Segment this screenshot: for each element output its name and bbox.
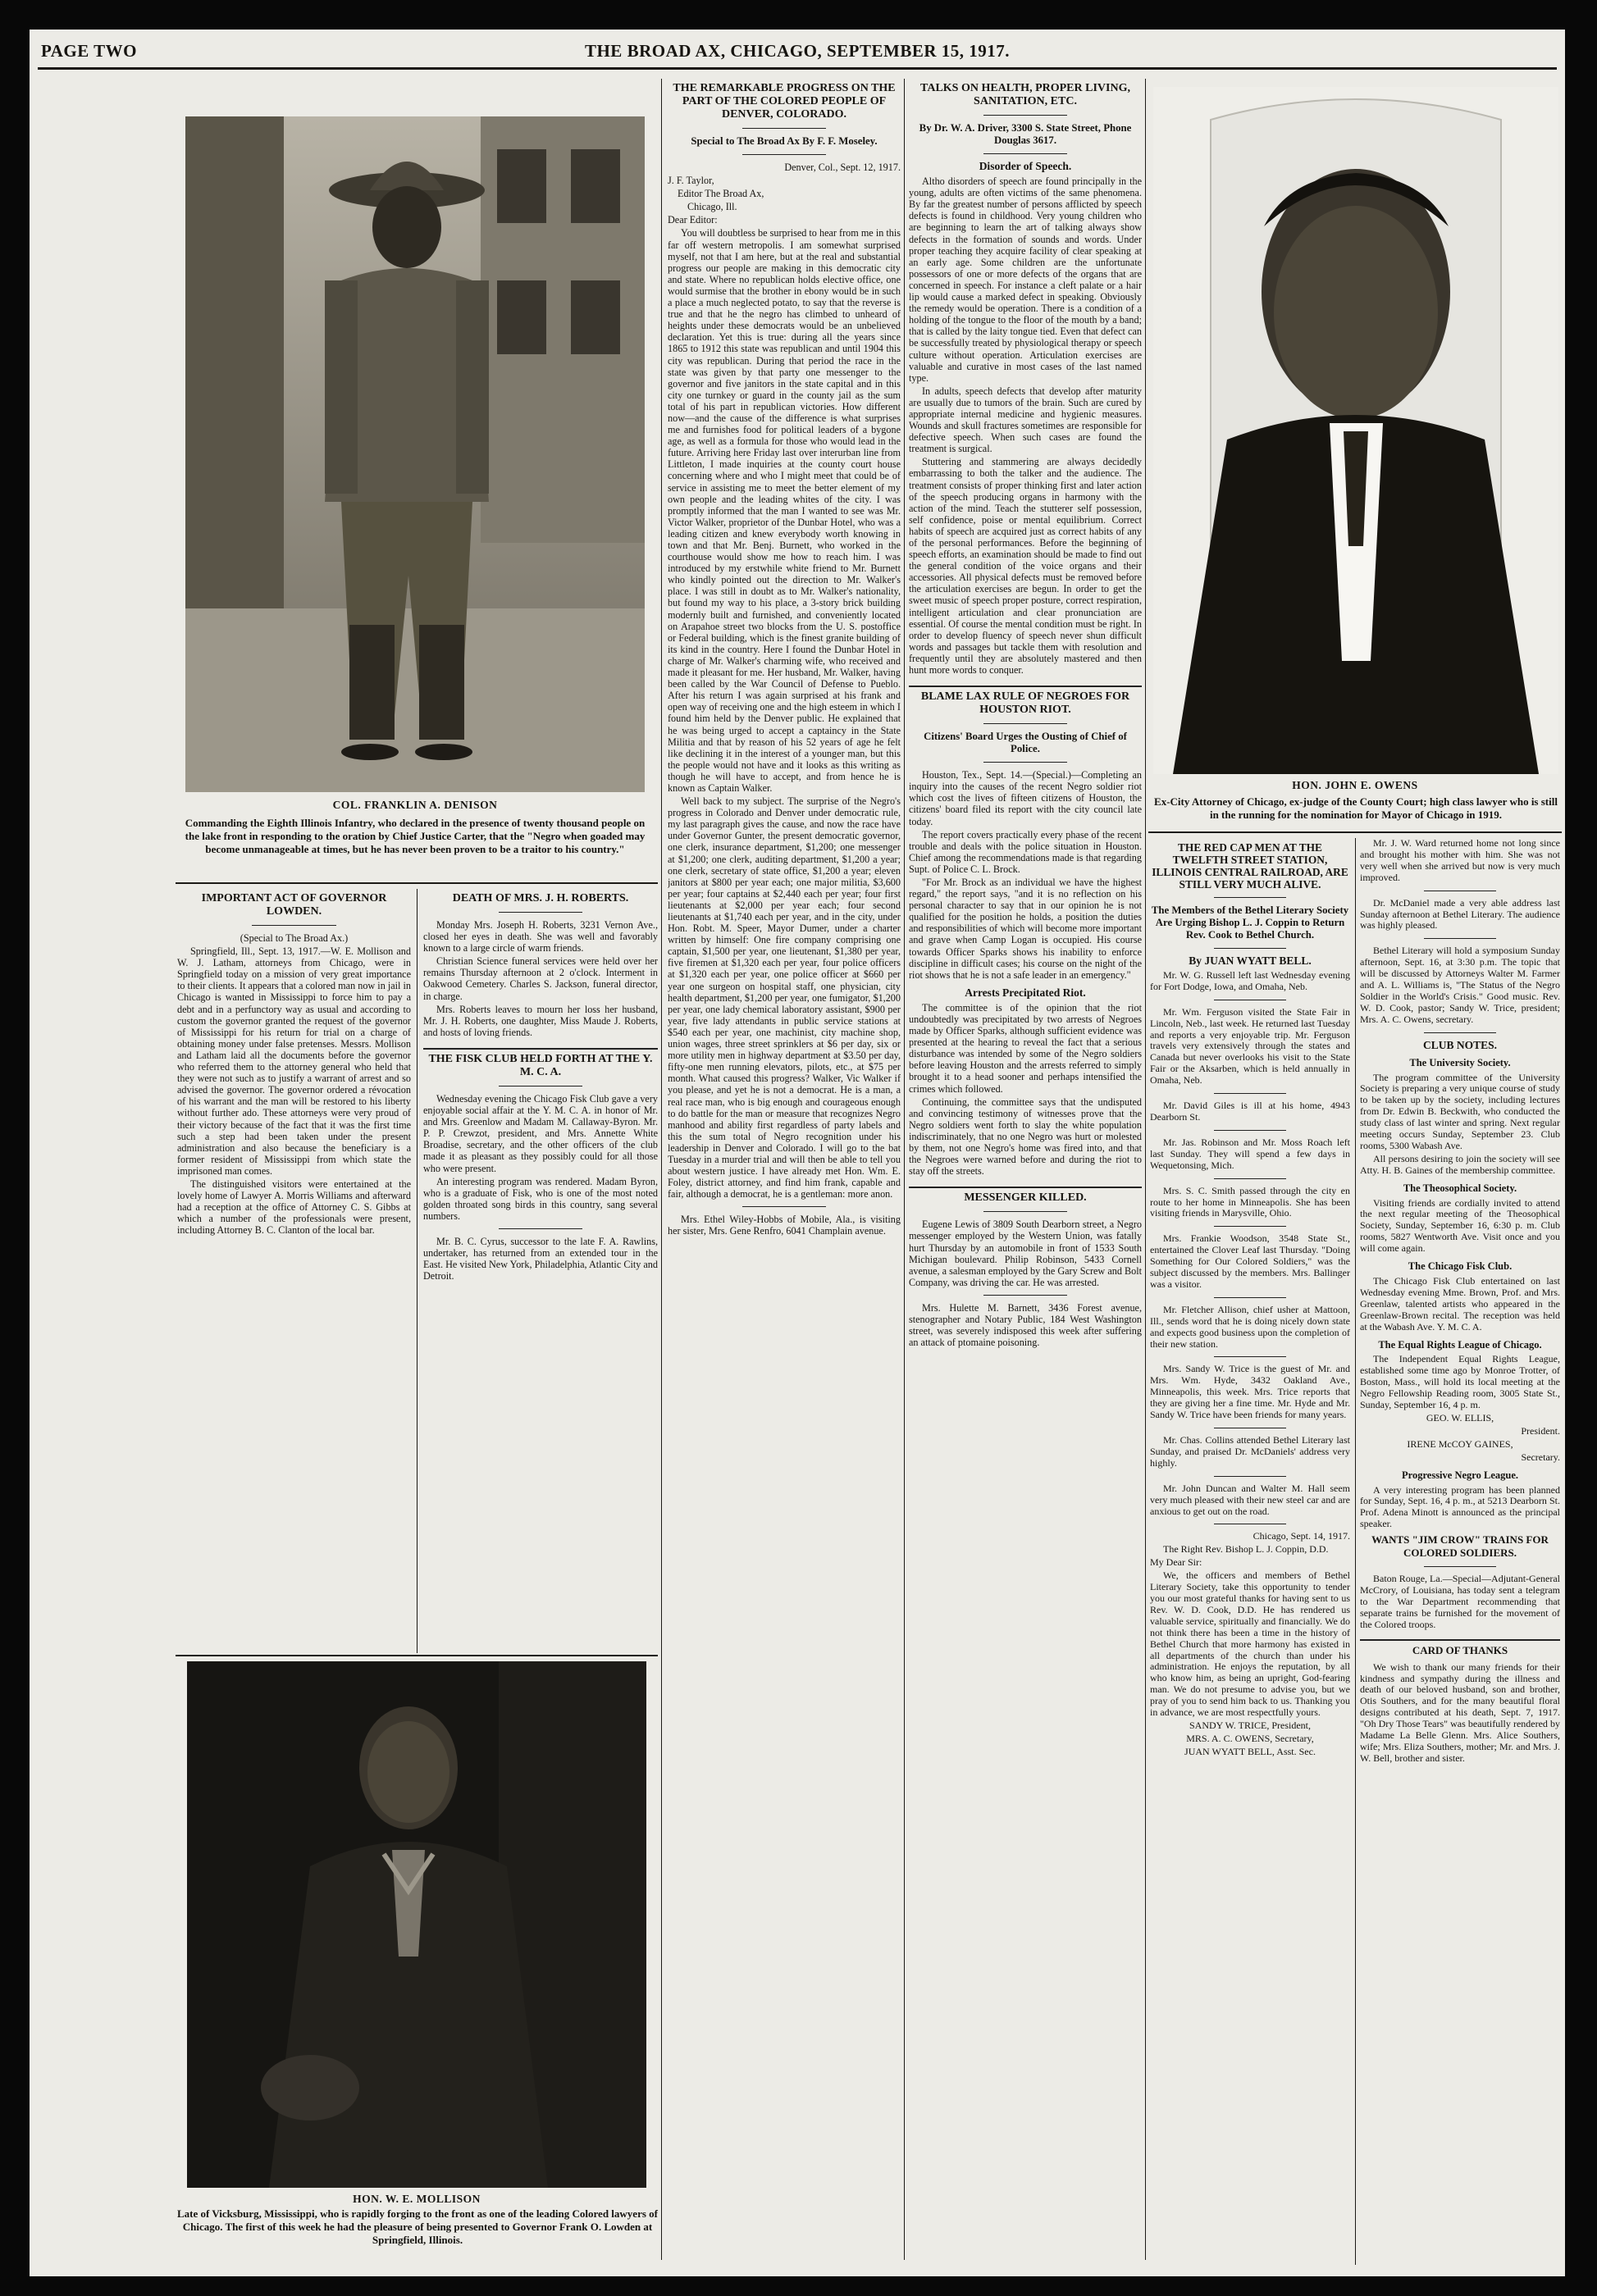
letter-signer: JUAN WYATT BELL, Asst. Sec. [1184, 1745, 1316, 1757]
letter-salutation: My Dear Sir: [1150, 1556, 1202, 1569]
roberts-para: Monday Mrs. Joseph H. Roberts, 3231 Vernon Ave., closed her eyes in death. She was well and favorably known to a large circle of warm friends. [423, 919, 658, 954]
fisk-para: Mr. B. C. Cyrus, successor to the late F. A. Rawlins, undertaker, has returned from an extended tour in the East. He visited New York, Philadelphia, Atlantic City and Detroit. [423, 1235, 658, 1282]
section-rule [1148, 831, 1562, 833]
letter-signer: MRS. A. C. OWENS, Secretary, [1186, 1732, 1314, 1744]
roberts-headline: DEATH OF MRS. J. H. ROBERTS. [452, 892, 629, 904]
denver-address: J. F. Taylor, [668, 175, 714, 187]
denison-name: COL. FRANKLIN A. DENISON [332, 799, 498, 811]
denison-photo [185, 116, 645, 792]
university-title: The University Society. [1409, 1056, 1511, 1068]
denver-article [668, 79, 901, 2273]
messenger-headline: MESSENGER KILLED. [964, 1191, 1087, 1205]
roberts-para: Christian Science funeral services were held over her remains Thursday afternoon at 2 o'clock. Interment in Oakwood Cemetery. Charles S. Jackson, funeral director, in charge. [423, 955, 658, 1002]
card-of-thanks-headline: CARD OF THANKS [1412, 1643, 1508, 1656]
newspaper-page [30, 30, 1565, 2276]
letter-signer: SANDY W. TRICE, President, [1189, 1719, 1311, 1731]
lowden-para: (Special to The Broad Ax.) [240, 932, 349, 944]
equal-rights-title: The Equal Rights League of Chicago. [1378, 1338, 1542, 1351]
owens-name: HON. JOHN E. OWENS [1292, 779, 1418, 791]
houston-para: The committee is of the opinion that the riot undoubtedly was precipitated by two arrests of Negroes made by Officer Sparks, although sufficient evidence was presented at the hearing to reveal the fact that a serious disturbance was intended by some of the Negro soldiers before leaving Houston and the arrests referred to simply brought it to a head sooner and perhaps intensified the crimes which followed. [909, 1001, 1142, 1095]
masthead: THE BROAD AX, CHICAGO, SEPTEMBER 15, 1917. [584, 41, 1011, 61]
fisk-para: Wednesday evening the Chicago Fisk Club gave a very enjoyable social affair at the Y. M. C. A. in honor of Mr. and Mrs. Greenlow and Madam M. Callaway-Byron. Mr. P. P. Crewzot, president, and Mrs. Annette White Broadise, secretary, and the other officers of the club made it as pleasant as they possibly could for all those who were present. [423, 1092, 658, 1174]
houston-para: Houston, Tex., Sept. 14.—(Special.)—Completing an inquiry into the causes of the recent Negro soldier riot which cost the lives of fifteen citizens of Houston, the citizens' board filed its report with the city council late today. [909, 769, 1142, 827]
theosophical-para: Visiting friends are cordially invited to attend the next regular meeting of the Theosophical Society, Sunday, September 16, 6:30 p. m. Club rooms, 5827 Wentworth Ave. Visit once and you will come again. [1360, 1196, 1560, 1255]
jim-crow-para: Baton Rouge, La.—Special—Adjutant-General McCrory, of Louisiana, has today sent a telegram to the War Department recommending that separate trains be furnished for the movement of the Colored troops. [1360, 1573, 1560, 1630]
redcap-headline: THE RED CAP MEN AT THE TWELFTH STREET STATION, ILLINOIS CENTRAL RAILROAD, ARE STILL VERY MUCH ALIVE. [1152, 841, 1348, 891]
progressive-league-title: Progressive Negro League. [1402, 1469, 1518, 1481]
letter-body: We, the officers and members of Bethel Literary Society, take this opportunity to tender you our most grateful thanks for having sent to us Rev. W. D. Cook, D.D. He has rendered us valuable service, spiritually and financially. We do not think there has been a time in the history of Bethel Church that more harmony has existed in all departments of the church than under his administration. He enjoys the reputation, by all who know him, as being an upright, God-fearing man. We do not presume to advise you, but we pray of you to send him back to us. Thanking you in advance, we are most respectfully yours. [1150, 1569, 1350, 1719]
mollison-caption: Late of Vicksburg, Mississippi, who is rapidly forging to the front as one of the leading Colored lawyers of Chicago. The first of this week he had the pleasure of being presented to Governor Frank O. Lowden at Springfield, Illinois. [177, 2207, 658, 2246]
houston-subtitle: Arrests Precipitated Riot. [965, 986, 1086, 999]
bethel-para: Dr. McDaniel made a very able address last Sunday afternoon at Bethel Literary. The audience was highly pleased. [1360, 896, 1560, 932]
jim-crow-headline: WANTS "JIM CROW" TRAINS FOR COLORED SOLDIERS. [1371, 1533, 1549, 1560]
chicago-fisk-title: The Chicago Fisk Club. [1408, 1260, 1513, 1273]
equal-rights-title-label: President. [1521, 1424, 1560, 1437]
letter-date: Chicago, Sept. 14, 1917. [1253, 1530, 1350, 1542]
health-headline: TALKS ON HEALTH, PROPER LIVING, SANITATION, ETC. [920, 82, 1130, 107]
houston-para: Continuing, the committee says that the undisputed and convincing testimony of witnesses prove that the Negro soldiers went forth to slay the white population indiscriminately, that no one Negro was hurt or molested by them, not one Negro's home was fired into, and that the Negroes were warned before and during the riot to stay off the streets. [909, 1096, 1142, 1178]
redcap-item: Mr. Jas. Robinson and Mr. Moss Roach left last Sunday. They will spend a few days in Wequetonsing, Mich. [1150, 1136, 1350, 1171]
owens-photo [1153, 87, 1558, 774]
health-column [909, 79, 1142, 2273]
roberts-para: Mrs. Roberts leaves to mourn her loss her husband, Mr. J. H. Roberts, one daughter, Miss Maude J. Roberts, and hosts of loving friends. [423, 1003, 658, 1038]
column-rule [1145, 79, 1146, 2260]
messenger-para: Mrs. Hulette M. Barnett, 3436 Forest avenue, stenographer and Notary Public, 184 West Washington street, was severely indisposed this week after suffering an attack of ptomaine poisoning. [909, 1301, 1142, 1349]
houston-para: "For Mr. Brock as an individual we have the highest regard," the report says, "and it is no reflection on his personal character to say that in our opinion he is not qualified for the position he holds, a position the duties and responsibilities of which will become more important and grave when Camp Logan is occupied. His course towards Officer Sparks shows his inability to enforce discipline in difficult cases; his course on the night of the riot shows that he is not a safe leader in an emergency." [909, 876, 1142, 981]
university-para: The program committee of the University Society is preparing a very unique course of study to be taken up by the society, including lectures from Dr. Edwin B. Beckwith, who conducted the study class of last winter and spring. Next regular meeting occurs Sunday, September 23. Club rooms, 5300 Wabash Ave. [1360, 1071, 1560, 1151]
equal-rights-signer: GEO. W. ELLIS, [1426, 1411, 1494, 1424]
equal-rights-title-label: Secretary. [1521, 1451, 1560, 1463]
mollison-photo [187, 1661, 646, 2188]
redcap-subhead: The Members of the Bethel Literary Society Are Urging Bishop L. J. Coppin to Return Rev. Cook to Bethel Church. [1151, 904, 1349, 941]
column-rule [661, 79, 662, 2260]
denver-para: Mrs. Ethel Wiley-Hobbs of Mobile, Ala., is visiting her sister, Mrs. Gene Renfro, 6041 Champlain avenue. [668, 1214, 901, 1237]
redcap-column [1150, 838, 1350, 2273]
column-rule [904, 79, 905, 2260]
houston-para: The report covers practically every phase of the recent trouble and deals with the police situation in Houston. Chief among the recommendations made is that regarding Supt. of Police C. L. Brock. [909, 828, 1142, 875]
section-rule [176, 882, 658, 884]
lowden-para: Springfield, Ill., Sept. 13, 1917.—W. E. Mollison and W. J. Latham, attorneys from Chicago, were in Springfield today on a mission of very great importance to their clients. It appears that a colored man now in jail in Chicago is wanted in Mississippi to force him to pay a debt and in a perfunctory way as usual and according to custom the governor granted the request of the governor of Mississippi for his return for trial on a charge of obtaining money under false pretenses. Messrs. Mollison and Latham laid all the documents before the governor who referred them to the attorney general who held that they were not such as to justify a warrant of arrest and so advised the governor. The governor ordered a révocation of his warrant and the man will be restored to his liberty without further ado. These attorneys were very proud of their victory because of the fact that it was the first time such a step had been taken under the present administration and also because the beneficiary is a former resident of Mississippi from which state the imprisoned man comes. [177, 945, 411, 1177]
club-notes-column [1360, 838, 1560, 2273]
equal-rights-signer: IRENE McCOY GAINES, [1407, 1437, 1513, 1450]
redcap-item: Mrs. Sandy W. Trice is the guest of Mr. and Mrs. Wm. Hyde, 3432 Oakland Ave., Minneapolis, this week. Mrs. Trice reports that they are giving her a fine time. Mr. Hyde and Mr. Sandy W. Trice have been friends for many years. [1150, 1363, 1350, 1421]
owens-caption: Ex-City Attorney of Chicago, ex-judge of the County Court; high class lawyer who is still in the running for the nomination for Mayor of Chicago in 1919. [1154, 795, 1558, 821]
theosophical-title: The Theosophical Society. [1403, 1182, 1517, 1194]
chicago-fisk-para: The Chicago Fisk Club entertained on last Wednesday evening Mme. Brown, Prof. and Mrs. Greenlaw, talented artists who appeared in the Greenlaw-Brown recital. The reception was held at the Wabash Ave. Y. M. C. A. [1360, 1275, 1560, 1332]
redcap-item: Mr. Fletcher Allison, chief usher at Mattoon, Ill., sends word that he is doing nicely down state and expects good business upon the completion of their new station. [1150, 1303, 1350, 1350]
denver-para: Well back to my subject. The surprise of the Negro's progress in Colorado and Denver under democratic rule, my last paragraph gives the cause, and now the race have under Governor Gunter, the present democratic governor, one clerk, insurance department, $1,200; one messenger at $1,200; one clerk, auditing department, $1,200 a year; one clerk, secretary of state office, $1,200 a year; eleven janitors at $800 per year each; one major militia, $3,600 per year; four captains at $2,440 each per year; four first lieutenants at $2,000 per year each; four second lieutenants at $1,740 each per year, and in the city, under Hon. Robt. M. Speer, Mayor Dumer, under a charter written by himself: One fire company comprising one captain, $1,500 per year, one lieutenant, $1,380 per year, five firemen at $1,320 each per year, four police officers at $1,320 each per year, one police officer at $660 per year one surgeon on hospital staff, one physician, city health department, $1,200 per year, one fumigator, $1,200 per year, one lady chemical laboratory assistant, $900 per year, five lady attendants in public service stations at $540 each per year, one machinist, city machine shop, union wages, three street sprinklers at $6 per day, six or more utility men in highway department at $3.50 per day, fifty-one men running elevators, pilots, etc., at $75 per month. What caused this progress? Walker, Vic Walker if you please, and yet he is not a democrat. He is a man, a real race man, who is big enough and courageous enough to do battle for the man or measure that recognizes Negro manhood and ability first regardless of party labels and this the sum total of Negro recognition under his leadership in Denver and Colorado. I will go to the bat Tuesday in a murder trial and will then be able to tell you about western justice. I have already met Hon. Wm. E. Foley, district attorney, and find him frank, capable and fair, although a democrat, he is a gentleman: more anon. [668, 795, 901, 1200]
denver-address: Dear Editor: [668, 214, 718, 226]
bethel-para: Mr. J. W. Ward returned home not long since and brought his mother with him. She was not very well when she arrived but now is very much improved. [1360, 838, 1560, 883]
health-para: Stuttering and stammering are always decidedly embarrassing to both the talker and the audience. The treatment consists of proper thinking first and later action of the speech producing organs in harmony with the action of the mind. Teach the stutterer self possession, self confidence, poise or mental equilibrium. Correct habits of speech are acquired just as correct habits of any of the personal performances. Before the beginning of speech efforts, an examination should be made to find out the general condition of the voice organs and their accessories. All physical defects must be removed before the articulation exercises are begun. In order to get the sweet music of speech proper posture, correct respiration, intelligent articulation and clear pronunciation are essential. Of course the mental condition must be right. In order to develop fluency of speech never shun difficult words and passages but tackle them with resolution and frequently until they are absolutely mastered and then hunt more words to conquer. [909, 456, 1142, 676]
progressive-league-para: A very interesting program has been planned for Sunday, Sept. 16, 4 p. m., at 5213 Dearborn St. Prof. Adena Minott is announced as the principal speaker. [1360, 1483, 1560, 1530]
letter-to: The Right Rev. Bishop L. J. Coppin, D.D. [1163, 1543, 1329, 1556]
section-rule [176, 1655, 658, 1656]
column-rule [417, 889, 418, 1653]
club-notes-title: CLUB NOTES. [1422, 1038, 1498, 1051]
denver-address: Editor The Broad Ax, [678, 188, 764, 200]
fisk-para: An interesting program was rendered. Madam Byron, who is a graduate of Fisk, who is one of the most noted golden throated song birds in this country, sang several numbers. [423, 1175, 658, 1222]
column-rule [1355, 838, 1356, 2265]
page-number: PAGE TWO [41, 41, 137, 61]
fisk-headline: THE FISK CLUB HELD FORTH AT THE Y. M. C. A. [428, 1052, 653, 1078]
card-of-thanks-para: We wish to thank our many friends for their kindness and sympathy during the illness and death of our beloved husband, son and brother, Otis Southers, and for the many beautiful floral designs contributed at his death, Sept. 7, 1917. "Oh Dry Those Tears" was beautifully rendered by Madame La Belle Glenn. Mrs. Alice Southers, wife; Mrs. Eliza Southers, mother; Mr. and Mrs. J. W. Bell, brother and sister. [1360, 1660, 1560, 1764]
redcap-item: Mr. David Giles is ill at his home, 4943 Dearborn St. [1150, 1100, 1350, 1123]
denver-dateline: Denver, Col., Sept. 12, 1917. [784, 162, 901, 173]
redcap-item: Mrs. S. C. Smith passed through the city en route to her home in Minneapolis. She has been visiting friends in Marysville, Ohio. [1150, 1184, 1350, 1219]
health-topic: Disorder of Speech. [979, 160, 1072, 172]
denver-para: You will doubtless be surprised to hear from me in this far off western metropolis. I am somewhat surprised myself, not that I am here, but at the real and substantial progress our people are making in this democratic city and state. Where no republican holds elective office, one would surmise that the brother in ebony would be in such a place a much neglected potato, to say that the reverse is true and that he the negro has climbed to unheard of heights under these democrats would be an unbelieved declaration. Yet this is true: during all the years since 1865 to 1912 this state was republican and until 1904 this city was republican. During that period the race in the state was given by that party one messenger to the governor and five janitors in the state capital and in this city one turnkey or guard in the county jail as the sum total of his part in republican victories. How different now—and the cause of the difference is what surprises me and furnishes food for political leaders of a bygone age, as well as a formula for those who would lead in the future. Arriving here Friday last over interurban line from Littleton, I made inquiries at the county court house concerning where and who I might meet that could be of service in assisting me to meet the better element of my own people and the leading whites of the city. I was promptly informed that the man I wanted to see was Mr. Victor Walker, proprietor of the Dunbar Hotel, who was a leading citizen and knew everybody worth knowing in town and that Mr. Benj. Burnett, who worked in the courthouse would show me how to reach him. I was introduced by my erstwhile white friend to Mr. Burnett who kindly pointed out the direction to Mr. Walker's place. I was still in doubt as to Mr. Walker's nationality, but found my way to his place, a 3-story brick building modernly built and furnished, and conveniently located on Arapahoe street two blocks from the U. S. postoffice or Federal building, which is the finest granite building of its kind in the country. Here I found the Dunbar Hotel in charge of Mr. Walker's charming wife, who received and made it pleasant for me. Her husband, Mr. Walker, having been called by the War Council of Defense to Pueblo. After his return I was again surprised at his frank and open way of receiving one and the high esteem in which I found him held by the Denver public. He explained that he was being urged to accept a captaincy in the State Militia and that by reason of his 52 years of age he felt like declining it in the interest of a younger man, but this the people would not have and it looks as this writing as though he will have to accept, and from hence he is known as Captain Walker. [668, 227, 901, 794]
denison-caption: Commanding the Eighth Illinois Infantry, who declared in the presence of twenty thousand people on the lake front in responding to the oration by Chief Justice Carter, that the "Negro when goaded may become unmanageable at times, but he has never been proven to be a traitor to his country." [185, 817, 646, 855]
redcap-item: Mr. Chas. Collins attended Bethel Literary last Sunday, and praised Dr. McDaniels' address very highly. [1150, 1434, 1350, 1469]
lowden-article [177, 889, 411, 1651]
redcap-item: Mrs. Frankie Woodson, 3548 State St., entertained the Clover Leaf last Thursday. "Doing Something for Our Colored Soldiers," was the subject discussed by the members. Mrs. Ballinger was a visitor. [1150, 1232, 1350, 1290]
houston-headline: BLAME LAX RULE OF NEGROES FOR HOUSTON RIOT. [920, 690, 1130, 717]
houston-subhead: Citizens' Board Urges the Ousting of Chief of Police. [924, 731, 1127, 755]
health-para: Altho disorders of speech are found principally in the young, adults are often victims of the same phenomena. By far the greatest number of persons afflicted by speech defects is found in childhood. Very young children who are beginning to learn the art of talking always show defects in the formation of sounds and words. Under proper teaching they acquire facility of clear speaking at an early age. Some children are the unfortunate possessors of one or more defects of the organs that are concerned in speech. For instance a cleft palate or a hair lip would cause a marked defect in speaking. Obviously the remedy would be operation. There is a condition of a holding of the tongue to the floor of the mouth by a band; that is called by the laity tongue tied. Even that defect can be successfully treated by physiological therapy or speech culture without operation. Articulation exercises are valuable and curative in most cases of the last named type. [909, 175, 1142, 384]
bethel-para: Bethel Literary will hold a symposium Sunday afternoon, Sept. 16, at 3:30 p.m. The topic that will be discussed by Attorneys Walter M. Farmer and A. L. Williams is, "The Status of the Negro Soldier in the World's Crisis." Good music. Rev. W. D. Cook, pastor; Sandy W. Trice, president; Mrs. A. C. Owens, secretary. [1360, 945, 1560, 1025]
lowden-headline: IMPORTANT ACT OF GOVERNOR LOWDEN. [201, 892, 387, 918]
lowden-para: The distinguished visitors were entertained at the lovely home of Lawyer A. Morris Williams and afterward had a reception at the office of Attorney C. S. Gibbs at which a number of the professionals were present, including Attorney B. C. Clanton of the local bar. [177, 1178, 411, 1237]
equal-rights-para: The Independent Equal Rights League, established some time ago by Monroe Trotter, of Boston, Mass., will hold its local meeting at the Negro Fellowship Reading room, 3005 State St., Sunday, September 16, 4 p. m. [1360, 1353, 1560, 1411]
messenger-para: Eugene Lewis of 3809 South Dearborn street, a Negro messenger employed by the Western Union, was fatally hurt Thursday by an automobile in front of 1533 South Michigan boulevard. Philip Robinson, 5433 Cornell avenue, a salesman employed by the Gary Screw and Bolt Company, was driving the car. He was arrested. [909, 1219, 1142, 1288]
redcap-item: Mr. John Duncan and Walter M. Hall seem very much pleased with their new steel car and are anxious to get out on the road. [1150, 1482, 1350, 1517]
redcap-item: Mr. W. G. Russell left last Wednesday evening for Fort Dodge, Iowa, and Omaha, Neb. [1150, 968, 1350, 992]
health-para: In adults, speech defects that develop after maturity are usually due to tumors of the brain. Such are cured by appropriate internal medicine and hygienic measures. Wounds and skull fractures sometimes are responsible for defective speech. When such cases are found the treatment is surgical. [909, 385, 1142, 455]
mollison-name: HON. W. E. MOLLISON [353, 2193, 481, 2205]
university-para: All persons desiring to join the society will see Atty. H. B. Gaines of the membership committee. [1360, 1152, 1560, 1176]
redcap-item: Mr. Wm. Ferguson visited the State Fair in Lincoln, Neb., last week. He returned last Tuesday and reports a very enjoyable trip. Mr. Ferguson travels very extensively through the states and Canada but never overlooks his visit to the State Fair or the Aksarben, which is held annually in Omaha, Neb. [1150, 1005, 1350, 1086]
denver-address: Chicago, Ill. [687, 201, 737, 213]
header-rule [38, 67, 1557, 70]
denver-headline: THE REMARKABLE PROGRESS ON THE PART OF THE COLORED PEOPLE OF DENVER, COLORADO. [673, 82, 896, 121]
redcap-byline: By JUAN WYATT BELL. [1189, 954, 1312, 967]
health-subhead: By Dr. W. A. Driver, 3300 S. State Street, Phone Douglas 3617. [919, 122, 1132, 146]
denver-subhead: Special to The Broad Ax By F. F. Moseley. [691, 135, 878, 147]
roberts-fisk-column [423, 889, 658, 1651]
